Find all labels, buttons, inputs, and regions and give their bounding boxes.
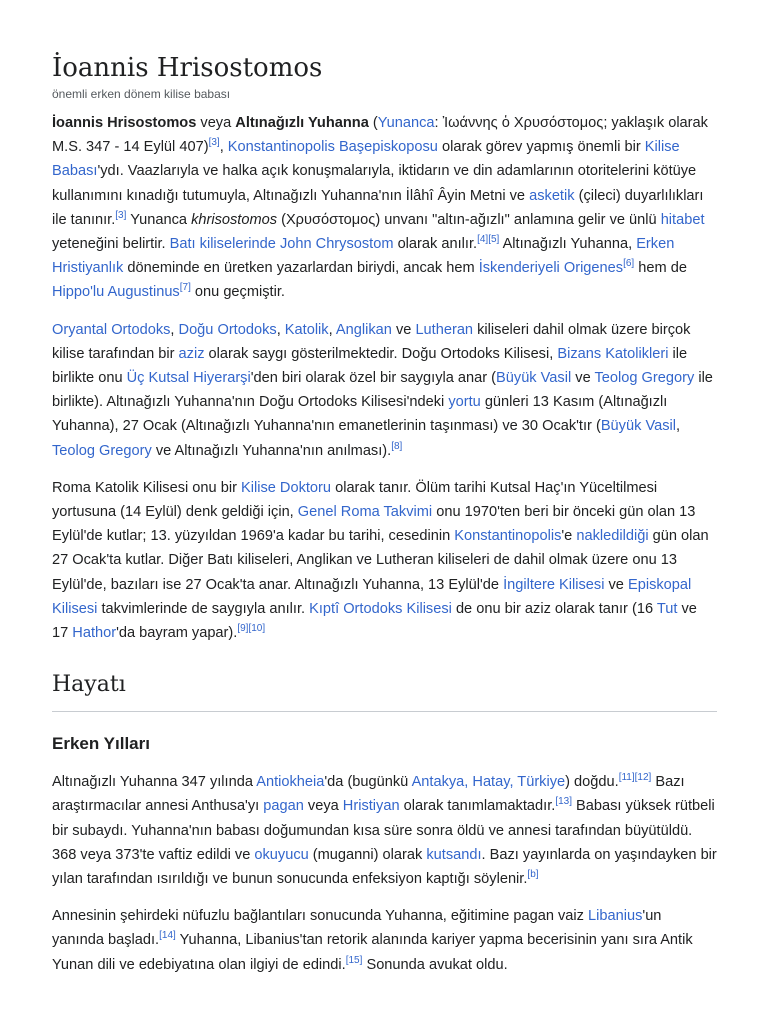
wiki-link[interactable]: Teolog Gregory — [52, 442, 152, 459]
wiki-link[interactable]: Oryantal Ortodoks — [52, 321, 171, 338]
wiki-link[interactable]: Episkopal Kilisesi — [52, 576, 692, 617]
text-run: Yunanca — [126, 211, 192, 228]
wiki-link[interactable]: Konstantinopolis — [454, 528, 562, 545]
wiki-link[interactable]: Katolik — [284, 321, 329, 338]
text-run: , — [276, 321, 285, 338]
text-run: de onu bir aziz olarak tanır (16 — [451, 600, 657, 617]
reference-link[interactable]: [13] — [555, 796, 572, 808]
reference-sup — [237, 623, 248, 634]
wiki-link[interactable]: Kilise Babası — [52, 139, 680, 180]
reference-link[interactable]: [8] — [391, 440, 403, 452]
text-run: Annesinin şehirdeki nüfuzlu bağlantıları sonucunda Yuhanna, eğitimine pagan vaiz — [52, 908, 589, 925]
wiki-link[interactable]: Antakya, Hatay, Türkiye — [411, 774, 566, 791]
text-run: kiliseleri dahil olmak üzere birçok kilise tarafından bir — [52, 321, 691, 362]
text-run: Sonunda avukat oldu. — [362, 956, 508, 973]
text-run: 'da (bugünkü — [324, 774, 412, 791]
text-run: olarak anılır. — [393, 236, 478, 253]
wiki-link[interactable]: Hippo'lu Augustinus — [52, 284, 180, 301]
wiki-link[interactable]: Erken Hristiyanlık — [52, 236, 675, 277]
text-run: ( — [368, 115, 378, 131]
reference-sup — [635, 772, 652, 783]
reference-link[interactable]: [7] — [179, 282, 191, 294]
wiki-link[interactable]: Büyük Vasil — [496, 370, 572, 387]
text-run: veya — [196, 115, 236, 131]
early-years-paragraph-2 — [52, 904, 717, 977]
reference-sup — [623, 258, 634, 269]
text-run: ile birlikte). Altınağızlı Yuhanna'nın Doğu Ortodoks Kilisesi'ndeki — [52, 370, 713, 411]
intro-paragraph-2 — [52, 318, 717, 463]
reference-sup — [159, 931, 176, 942]
reference-link[interactable]: [14] — [159, 930, 176, 942]
reference-link[interactable]: [9] — [237, 623, 249, 635]
wiki-link[interactable]: Lutheran — [415, 321, 474, 338]
reference-link[interactable]: [12] — [634, 772, 652, 784]
section-heading-hayati: Hayatı — [52, 671, 717, 712]
reference-sup — [209, 137, 220, 148]
text-run: Roma Katolik Kilisesi onu bir — [52, 479, 241, 496]
text-run: 'ydı. Vaazlarıyla ve halka açık konuşmalarıyla, iktidarın ve din adamlarının otoritelerini kötüye kullanımını kınadığı tutumuyla, Altınağızlı Yuhanna'nın İlâhî Âyin Metni ve — [52, 163, 697, 204]
wiki-link[interactable]: Kıptî Ortodoks Kilisesi — [309, 600, 452, 617]
text-run: 'e — [561, 528, 577, 545]
reference-link[interactable]: [4] — [477, 234, 489, 246]
text-run: olarak tanımlamaktadır. — [399, 798, 556, 815]
bold-term: Altınağızlı Yuhanna — [235, 115, 369, 131]
text-run: Babası yüksek rütbeli bir subaydı. Yuhanna'nın babası doğumundan kısa süre sonra öldü ve annesi tarafından büyütüldü. 368 veya 373'te vaftiz edildi ve — [52, 798, 715, 863]
wiki-link[interactable]: Hristiyan — [342, 798, 400, 815]
text-run: Bazı araştırmacılar annesi Anthusa'yı — [52, 774, 685, 815]
text-run: olarak görev yapmış önemli bir — [437, 139, 645, 156]
wiki-link[interactable]: Konstantinopolis Başepiskoposu — [227, 139, 438, 156]
bold-term: İoannis Hrisostomos — [52, 115, 197, 131]
text-run: olarak tanır. Ölüm tarihi Kutsal Haç'ın Yüceltilmesi yortusuna (14 Eylül) denk geldiği için, — [52, 479, 658, 521]
wiki-link[interactable]: Libanius — [588, 908, 643, 925]
reference-link[interactable]: [6] — [623, 258, 635, 270]
wiki-link[interactable]: Yunanca — [377, 115, 435, 131]
text-run: onu 1970'ten beri bir önceki gün olan 13 Eylül'de kutlar; 13. yüzyıldan 1969'a kadar bu tarihi, cesedinin — [52, 504, 696, 545]
reference-sup — [488, 234, 499, 245]
wiki-link[interactable]: Kilise Doktoru — [241, 479, 332, 496]
text-run: ile birlikte onu — [52, 345, 688, 387]
wiki-link[interactable]: Anglikan — [335, 321, 392, 338]
intro-paragraph-3 — [52, 476, 717, 645]
wiki-link[interactable]: Batı kiliselerinde John Chrysostom — [169, 236, 394, 253]
wiki-link[interactable]: asketik — [529, 187, 575, 204]
text-run: , — [170, 321, 179, 338]
reference-link[interactable]: [11] — [618, 772, 635, 784]
reference-sup — [619, 772, 635, 783]
text-run: (çileci) duyarlılıkları ile tanınır. — [52, 187, 704, 228]
text-run: 'den biri olarak özel bir saygıyla anar ( — [250, 370, 497, 387]
page-subtitle: önemli erken dönem kilise babası — [52, 87, 231, 101]
text-run: ve — [604, 576, 628, 593]
wiki-link[interactable]: İngiltere Kilisesi — [503, 576, 605, 593]
text-run: ve 17 — [52, 600, 697, 642]
text-run: döneminde en üretken yazarlardan biriydi, ancak hem — [123, 260, 479, 277]
text-run: , — [676, 418, 681, 435]
text-run: onu geçmiştir. — [190, 284, 285, 301]
reference-link[interactable]: [15] — [345, 954, 363, 966]
text-run: ve — [571, 370, 595, 387]
reference-sup — [248, 623, 265, 634]
text-run: , — [328, 321, 336, 338]
wiki-link[interactable]: pagan — [263, 798, 304, 815]
text-run: ve Altınağızlı Yuhanna'nın anılması). — [151, 442, 392, 459]
reference-sup — [391, 441, 402, 452]
reference-link[interactable]: [b] — [527, 869, 539, 881]
wiki-link[interactable]: Bizans Katolikleri — [557, 345, 669, 362]
subsection-heading-erken-yillari: Erken Yılları — [52, 734, 150, 754]
text-run: Altınağızlı Yuhanna, — [499, 236, 637, 253]
text-run: 'un yanında başladı. — [52, 908, 662, 949]
reference-link[interactable]: [5] — [488, 234, 500, 246]
reference-sup — [180, 283, 191, 294]
text-run: (muganni) olarak — [308, 846, 427, 863]
wiki-link[interactable]: Genel Roma Takvimi — [297, 504, 433, 521]
text-run: Altınağızlı Yuhanna 347 yılında — [52, 774, 257, 791]
reference-link[interactable]: [10] — [248, 623, 266, 635]
page-title: İoannis Hrisostomos — [52, 53, 323, 83]
wiki-link[interactable]: Tut — [656, 600, 678, 617]
wiki-link[interactable]: İskenderiyeli Origenes — [478, 260, 624, 277]
wiki-link[interactable]: hitabet — [660, 211, 705, 228]
text-run: ve — [391, 321, 416, 338]
wiki-link[interactable]: yortu — [448, 394, 481, 411]
early-years-paragraph-1 — [52, 770, 717, 891]
text-run: yeteneğini belirtir. — [52, 236, 170, 253]
reference-sup — [346, 955, 363, 966]
text-run: : Ἰωάννης ὁ Χρυσόστομος; yaklaşık olarak M.S. 347 - 14 Eylül 407) — [52, 115, 708, 156]
italic-term: khrisostomos — [191, 211, 278, 228]
text-run: Yuhanna, Libanius'tan retorik alanında kariyer yapma becerisinin yanı sıra Antik Yunan dili ve edebiyatına olan ilgiyi de edindi. — [52, 932, 693, 973]
wiki-link[interactable]: aziz — [178, 345, 205, 362]
reference-link[interactable]: [3] — [208, 137, 220, 149]
reference-sup — [555, 797, 572, 808]
text-run: , — [219, 139, 228, 156]
text-run: . Bazı yayınlarda on yaşındayken bir yılan tarafından ısırıldığı ve bunun sonucunda enfeksiyon kaptığı söylenir. — [52, 846, 717, 888]
text-run: gün olan 27 Ocak'ta kutlar. Diğer Batı kiliseleri, Anglikan ve Lutheran kiliseleri de dahil olmak üzere onu 13 Eylül'de, bazıları ise 27 Ocak'ta anar. Altınağızlı Yuhanna, 13 Eylül'de — [52, 528, 709, 593]
text-run: hem de — [634, 260, 687, 277]
wiki-link[interactable]: Hathor — [72, 625, 117, 642]
wiki-link[interactable]: Büyük Vasil — [600, 418, 676, 435]
text-run: ) doğdu. — [565, 774, 619, 791]
wiki-link[interactable]: Doğu Ortodoks — [178, 321, 277, 338]
text-run: veya — [303, 798, 343, 815]
reference-sup — [527, 869, 538, 880]
wiki-link[interactable]: okuyucu — [254, 846, 309, 863]
text-run: (Χρυσόστομος) unvanı "altın-ağızlı" anlamına gelir ve ünlü — [277, 211, 661, 228]
text-run: takvimlerinde de saygıyla anılır. — [97, 600, 310, 617]
text-run: olarak saygı gösterilmektedir. Doğu Ortodoks Kilisesi, — [204, 345, 558, 362]
wiki-link[interactable]: Antiokheia — [256, 774, 325, 791]
text-run: 'da bayram yapar). — [116, 625, 238, 642]
reference-link[interactable]: [3] — [115, 209, 127, 221]
text-run: günleri 13 Kasım (Altınağızlı Yuhanna), 27 Ocak (Altınağızlı Yuhanna'nın emanetlerinin taşınması) ve 30 Ocak'tır ( — [52, 394, 668, 435]
wiki-link[interactable]: kutsandı — [426, 846, 482, 863]
intro-paragraph-1 — [52, 111, 717, 305]
reference-sup — [477, 234, 488, 245]
reference-sup — [115, 210, 126, 221]
wiki-link[interactable]: nakledildiği — [576, 528, 649, 545]
wiki-link[interactable]: Üç Kutsal Hiyerarşi — [126, 370, 251, 387]
wiki-link[interactable]: Teolog Gregory — [594, 370, 695, 387]
